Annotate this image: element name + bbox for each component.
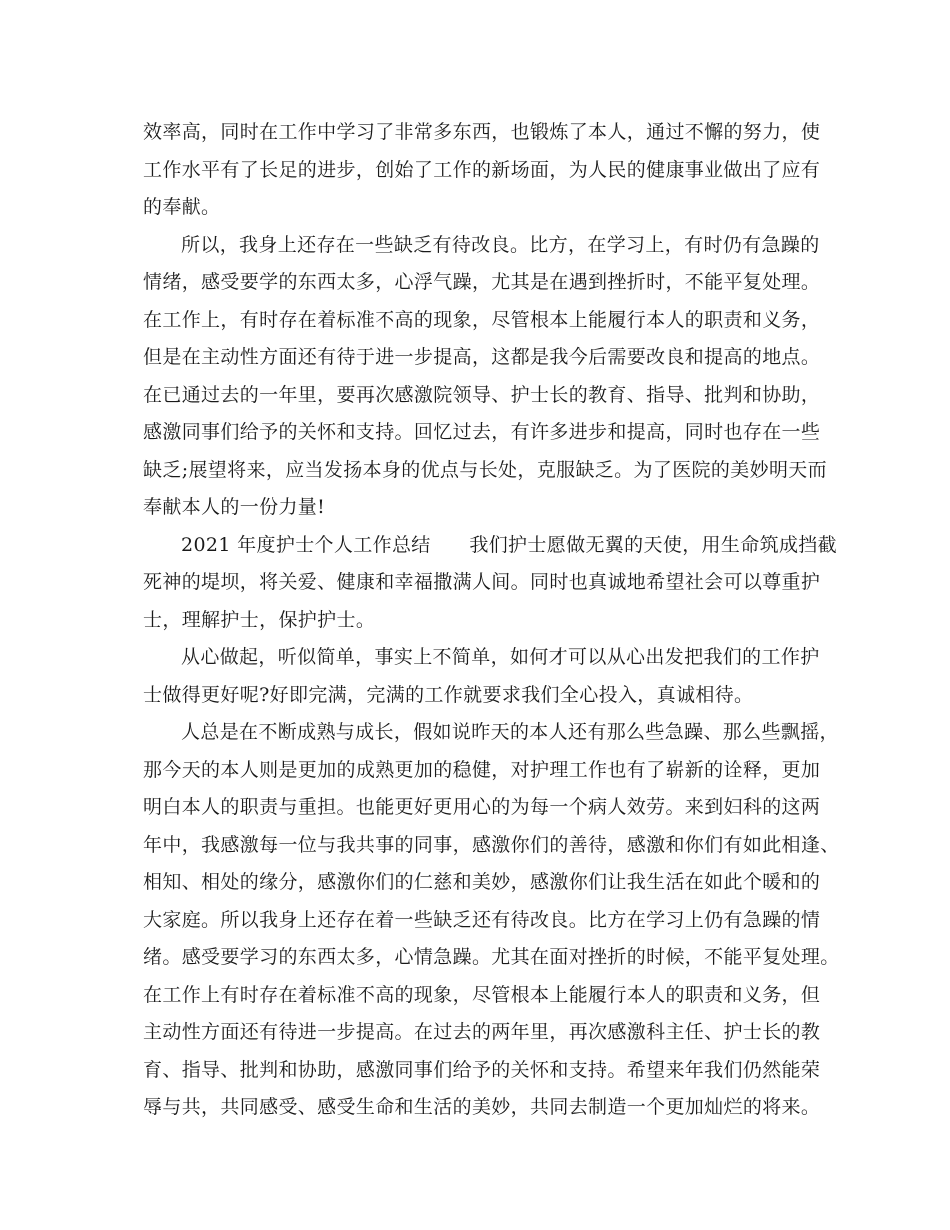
paragraph-5-line-8: 在工作上有时存在着标准不高的现象，尽管根本上能履行本人的职责和义务，但 <box>143 984 821 1006</box>
paragraph-2-line-2: 情绪，感受要学的东西太多，心浮气躁，尤其是在遇到挫折时，不能平复处理。 <box>143 271 821 293</box>
paragraph-2-line-7: 缺乏;展望将来，应当发扬本身的优点与长处，克服缺乏。为了医院的美妙明天而 <box>143 459 828 481</box>
paragraph-5-line-5: 相知、相处的缘分，感激你们的仁慈和美妙，感激你们让我生活在如此个暖和的 <box>143 871 821 893</box>
paragraph-4-line-2: 士做得更好呢?好即完满，完满的工作就要求我们全心投入，真诚相待。 <box>143 684 754 706</box>
paragraph-5-line-10: 育、指导、批判和协助，感激同事们给予的关怀和支持。希望来年我们仍然能荣 <box>143 1059 821 1081</box>
paragraph-5-line-1: 人总是在不断成熟与成长，假如说昨天的本人还有那么些急躁、那么些飘摇， <box>181 721 839 743</box>
paragraph-2-line-6: 感激同事们给予的关怀和支持。回忆过去，有许多进步和提高，同时也存在一些 <box>143 421 821 443</box>
paragraph-2-line-3: 在工作上，有时存在着标准不高的现象，尽管根本上能履行本人的职责和义务， <box>143 309 821 331</box>
paragraph-3-line-3: 士，理解护士，保护护士。 <box>143 609 376 631</box>
paragraph-2-line-5: 在已通过去的一年里，要再次感激院领导、护士长的教育、指导、批判和协助， <box>143 384 821 406</box>
paragraph-5-line-7: 绪。感受要学习的东西太多，心情急躁。尤其在面对挫折的时候，不能平复处理。 <box>143 946 840 968</box>
paragraph-3-line-2: 死神的堤坝，将关爱、健康和幸福撒满人间。同时也真诚地希望社会可以尊重护 <box>143 571 821 593</box>
paragraph-1-line-1: 效率高，同时在工作中学习了非常多东西，也锻炼了本人，通过不懈的努力，使 <box>143 121 821 143</box>
paragraph-5-line-9: 主动性方面还有待进一步提高。在过去的两年里，再次感激科主任、护士长的教 <box>143 1021 821 1043</box>
paragraph-1-line-3: 的奉献。 <box>143 196 221 218</box>
paragraph-4-line-1: 从心做起，听似简单，事实上不简单，如何才可以从心出发把我们的工作护 <box>181 646 820 668</box>
paragraph-3-line-1: 2021 年度护士个人工作总结 我们护士愿做无翼的天使，用生命筑成挡截 <box>181 534 837 556</box>
paragraph-5-line-6: 大家庭。所以我身上还存在着一些缺乏还有待改良。比方在学习上仍有急躁的情 <box>143 909 821 931</box>
paragraph-1-line-2: 工作水平有了长足的进步，创始了工作的新场面，为人民的健康事业做出了应有 <box>143 159 821 181</box>
paragraph-5-line-11: 辱与共，共同感受、感受生命和生活的美妙，共同去制造一个更加灿烂的将来。 <box>143 1096 821 1118</box>
paragraph-2-line-4: 但是在主动性方面还有待于进一步提高，这都是我今后需要改良和提高的地点。 <box>143 346 821 368</box>
paragraph-2-line-8: 奉献本人的一份力量! <box>143 496 326 518</box>
paragraph-5-line-4: 年中，我感激每一位与我共事的同事，感激你们的善待，感激和你们有如此相逢、 <box>143 834 840 856</box>
paragraph-2-line-1: 所以，我身上还存在一些缺乏有待改良。比方，在学习上，有时仍有急躁的 <box>181 234 820 256</box>
paragraph-5-line-3: 明白本人的职责与重担。也能更好更用心的为每一个病人效劳。来到妇科的这两 <box>143 796 821 818</box>
paragraph-5-line-2: 那今天的本人则是更加的成熟更加的稳健，对护理工作也有了崭新的诠释，更加 <box>143 759 821 781</box>
